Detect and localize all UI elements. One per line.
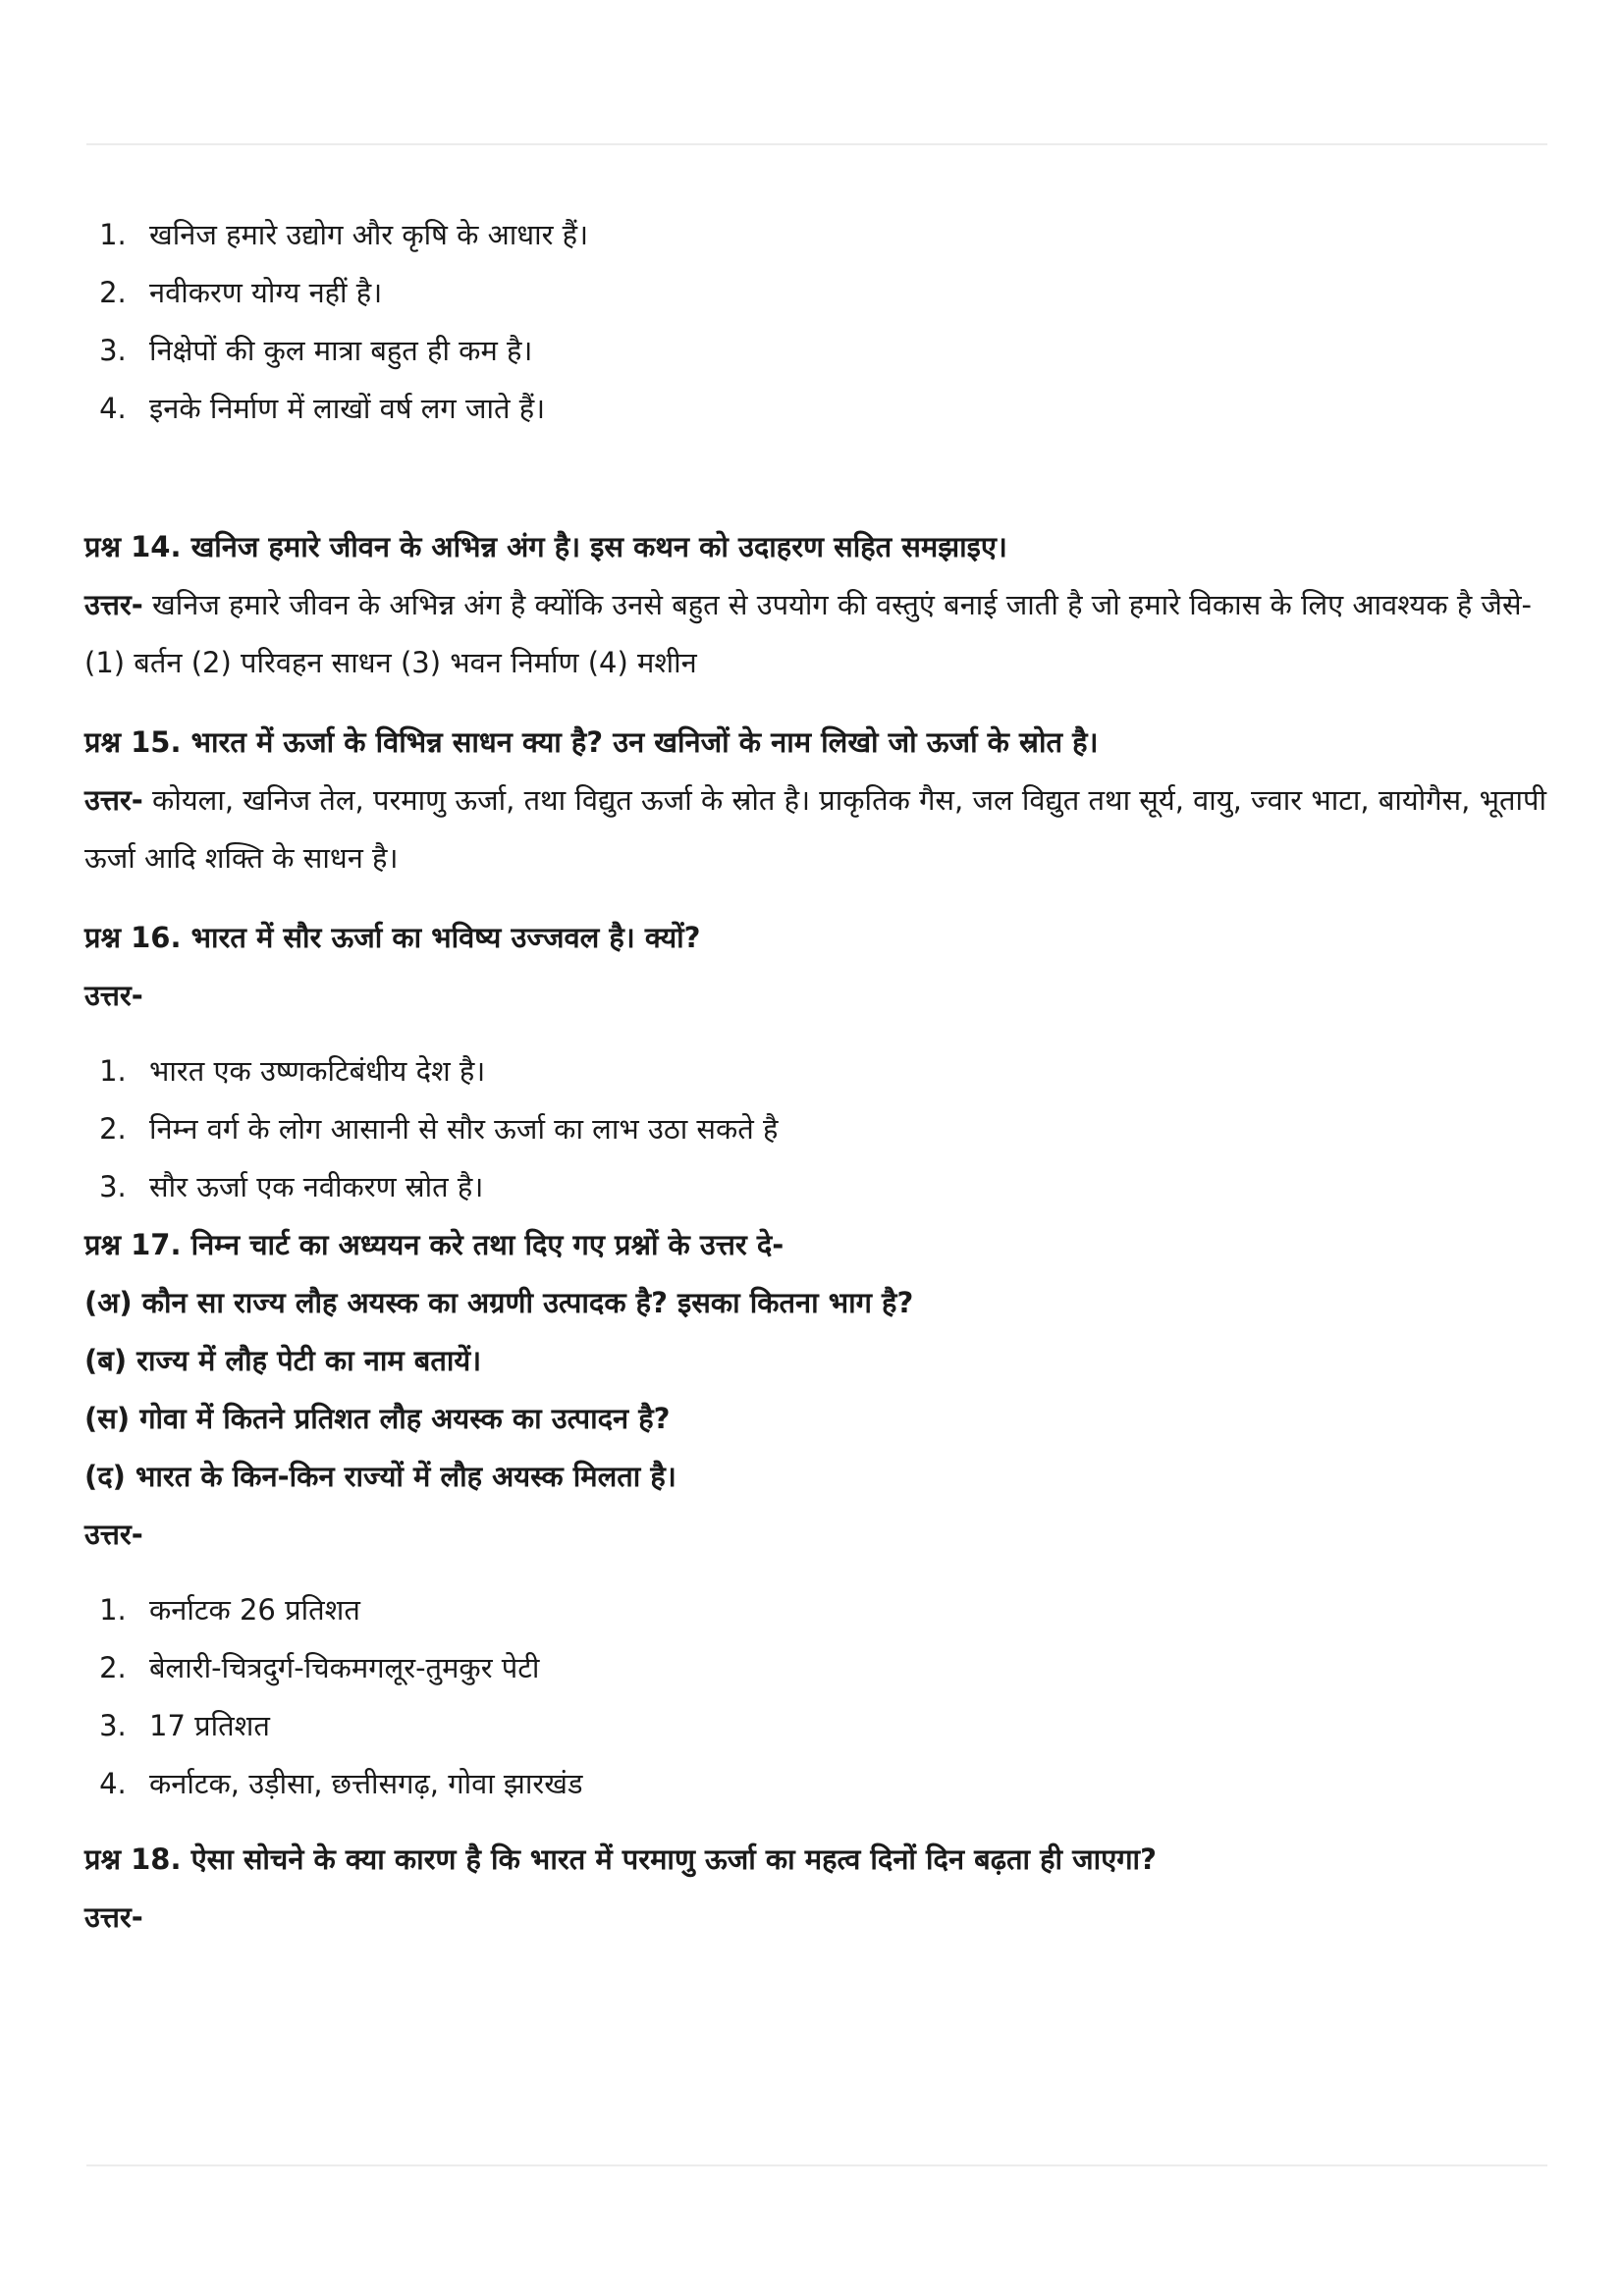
answer-14 — [84, 576, 1557, 634]
list-item: 3. सौर ऊर्जा एक नवीकरण स्रोत है। — [135, 1158, 1557, 1216]
list-item: 1. कर्नाटक 26 प्रतिशत — [135, 1581, 1557, 1639]
list-item: 1. भारत एक उष्णकटिबंधीय देश है। — [135, 1042, 1557, 1100]
question-15: प्रश्न 15. भारत में ऊर्जा के विभिन्न साधन क्या है? उन खनिजों के नाम लिखो जो ऊर्जा के स्रोत है। — [84, 725, 1099, 759]
answer-label: उत्तर- — [84, 1518, 143, 1551]
answer-14-examples: (1) बर्तन (2) परिवहन साधन (3) भवन निर्माण (4) मशीन — [84, 646, 697, 679]
answer-16-list — [84, 1042, 1557, 1216]
question-17-a: (अ) कौन सा राज्य लौह अयस्क का अग्रणी उत्पादक है? इसका कितना भाग है? — [84, 1286, 914, 1319]
answer-17-list — [84, 1581, 1557, 1813]
question-18: प्रश्न 18. ऐसा सोचने के क्या कारण है कि भारत में परमाणु ऊर्जा का महत्व दिनों दिन बढ़ता ही जाएगा? — [84, 1842, 1157, 1876]
document-body — [84, 206, 1557, 1947]
answer-15 — [84, 772, 1557, 887]
bottom-divider — [86, 2164, 1547, 2166]
list-item: 3. 17 प्रतिशत — [135, 1697, 1557, 1755]
answer-label: उत्तर- — [84, 979, 143, 1012]
answer-text: खनिज हमारे जीवन के अभिन्न अंग है क्योंकि उनसे बहुत से उपयोग की वस्तुएं बनाई जाती है जो हमारे विकास के लिए आवश्यक है जैसे- — [142, 588, 1533, 621]
answer-label: उत्तर- — [84, 1900, 143, 1934]
answer-label: उत्तर- — [84, 588, 143, 621]
question-16: प्रश्न 16. भारत में सौर ऊर्जा का भविष्य उज्जवल है। क्यों? — [84, 921, 701, 954]
top-divider — [86, 143, 1547, 145]
list-item: 3. निक्षेपों की कुल मात्रा बहुत ही कम है। — [135, 322, 1557, 380]
list-item: 2. नवीकरण योग्य नहीं है। — [135, 264, 1557, 322]
question-17-b: (ब) राज्य में लौह पेटी का नाम बतायें। — [84, 1344, 482, 1377]
intro-list — [84, 206, 1557, 438]
list-item: 2. बेलारी-चित्रदुर्ग-चिकमगलूर-तुमकुर पेटी — [135, 1639, 1557, 1697]
list-item: 4. इनके निर्माण में लाखों वर्ष लग जाते हैं। — [135, 380, 1557, 438]
question-17-d: (द) भारत के किन-किन राज्यों में लौह अयस्क मिलता है। — [84, 1460, 676, 1493]
list-item: 2. निम्न वर्ग के लोग आसानी से सौर ऊर्जा का लाभ उठा सकते है — [135, 1100, 1557, 1158]
answer-text: कोयला, खनिज तेल, परमाणु ऊर्जा, तथा विद्युत ऊर्जा के स्रोत है। प्राकृतिक गैस, जल विद्युत तथा सूर्य, वायु, ज्वार भाटा, बायोगैस, भूतापी ऊर्जा आदि शक्ति के साधन है। — [84, 783, 1546, 875]
question-14: प्रश्न 14. खनिज हमारे जीवन के अभिन्न अंग है। इस कथन को उदाहरण सहित समझाइए। — [84, 530, 1007, 563]
question-17: प्रश्न 17. निम्न चार्ट का अध्ययन करे तथा दिए गए प्रश्नों के उत्तर दे- — [84, 1228, 784, 1261]
answer-label: उत्तर- — [84, 783, 143, 817]
list-item: 1. खनिज हमारे उद्योग और कृषि के आधार हैं। — [135, 206, 1557, 264]
question-17-c: (स) गोवा में कितने प्रतिशत लौह अयस्क का उत्पादन है? — [84, 1402, 671, 1435]
list-item: 4. कर्नाटक, उड़ीसा, छत्तीसगढ़, गोवा झारखंड — [135, 1755, 1557, 1813]
